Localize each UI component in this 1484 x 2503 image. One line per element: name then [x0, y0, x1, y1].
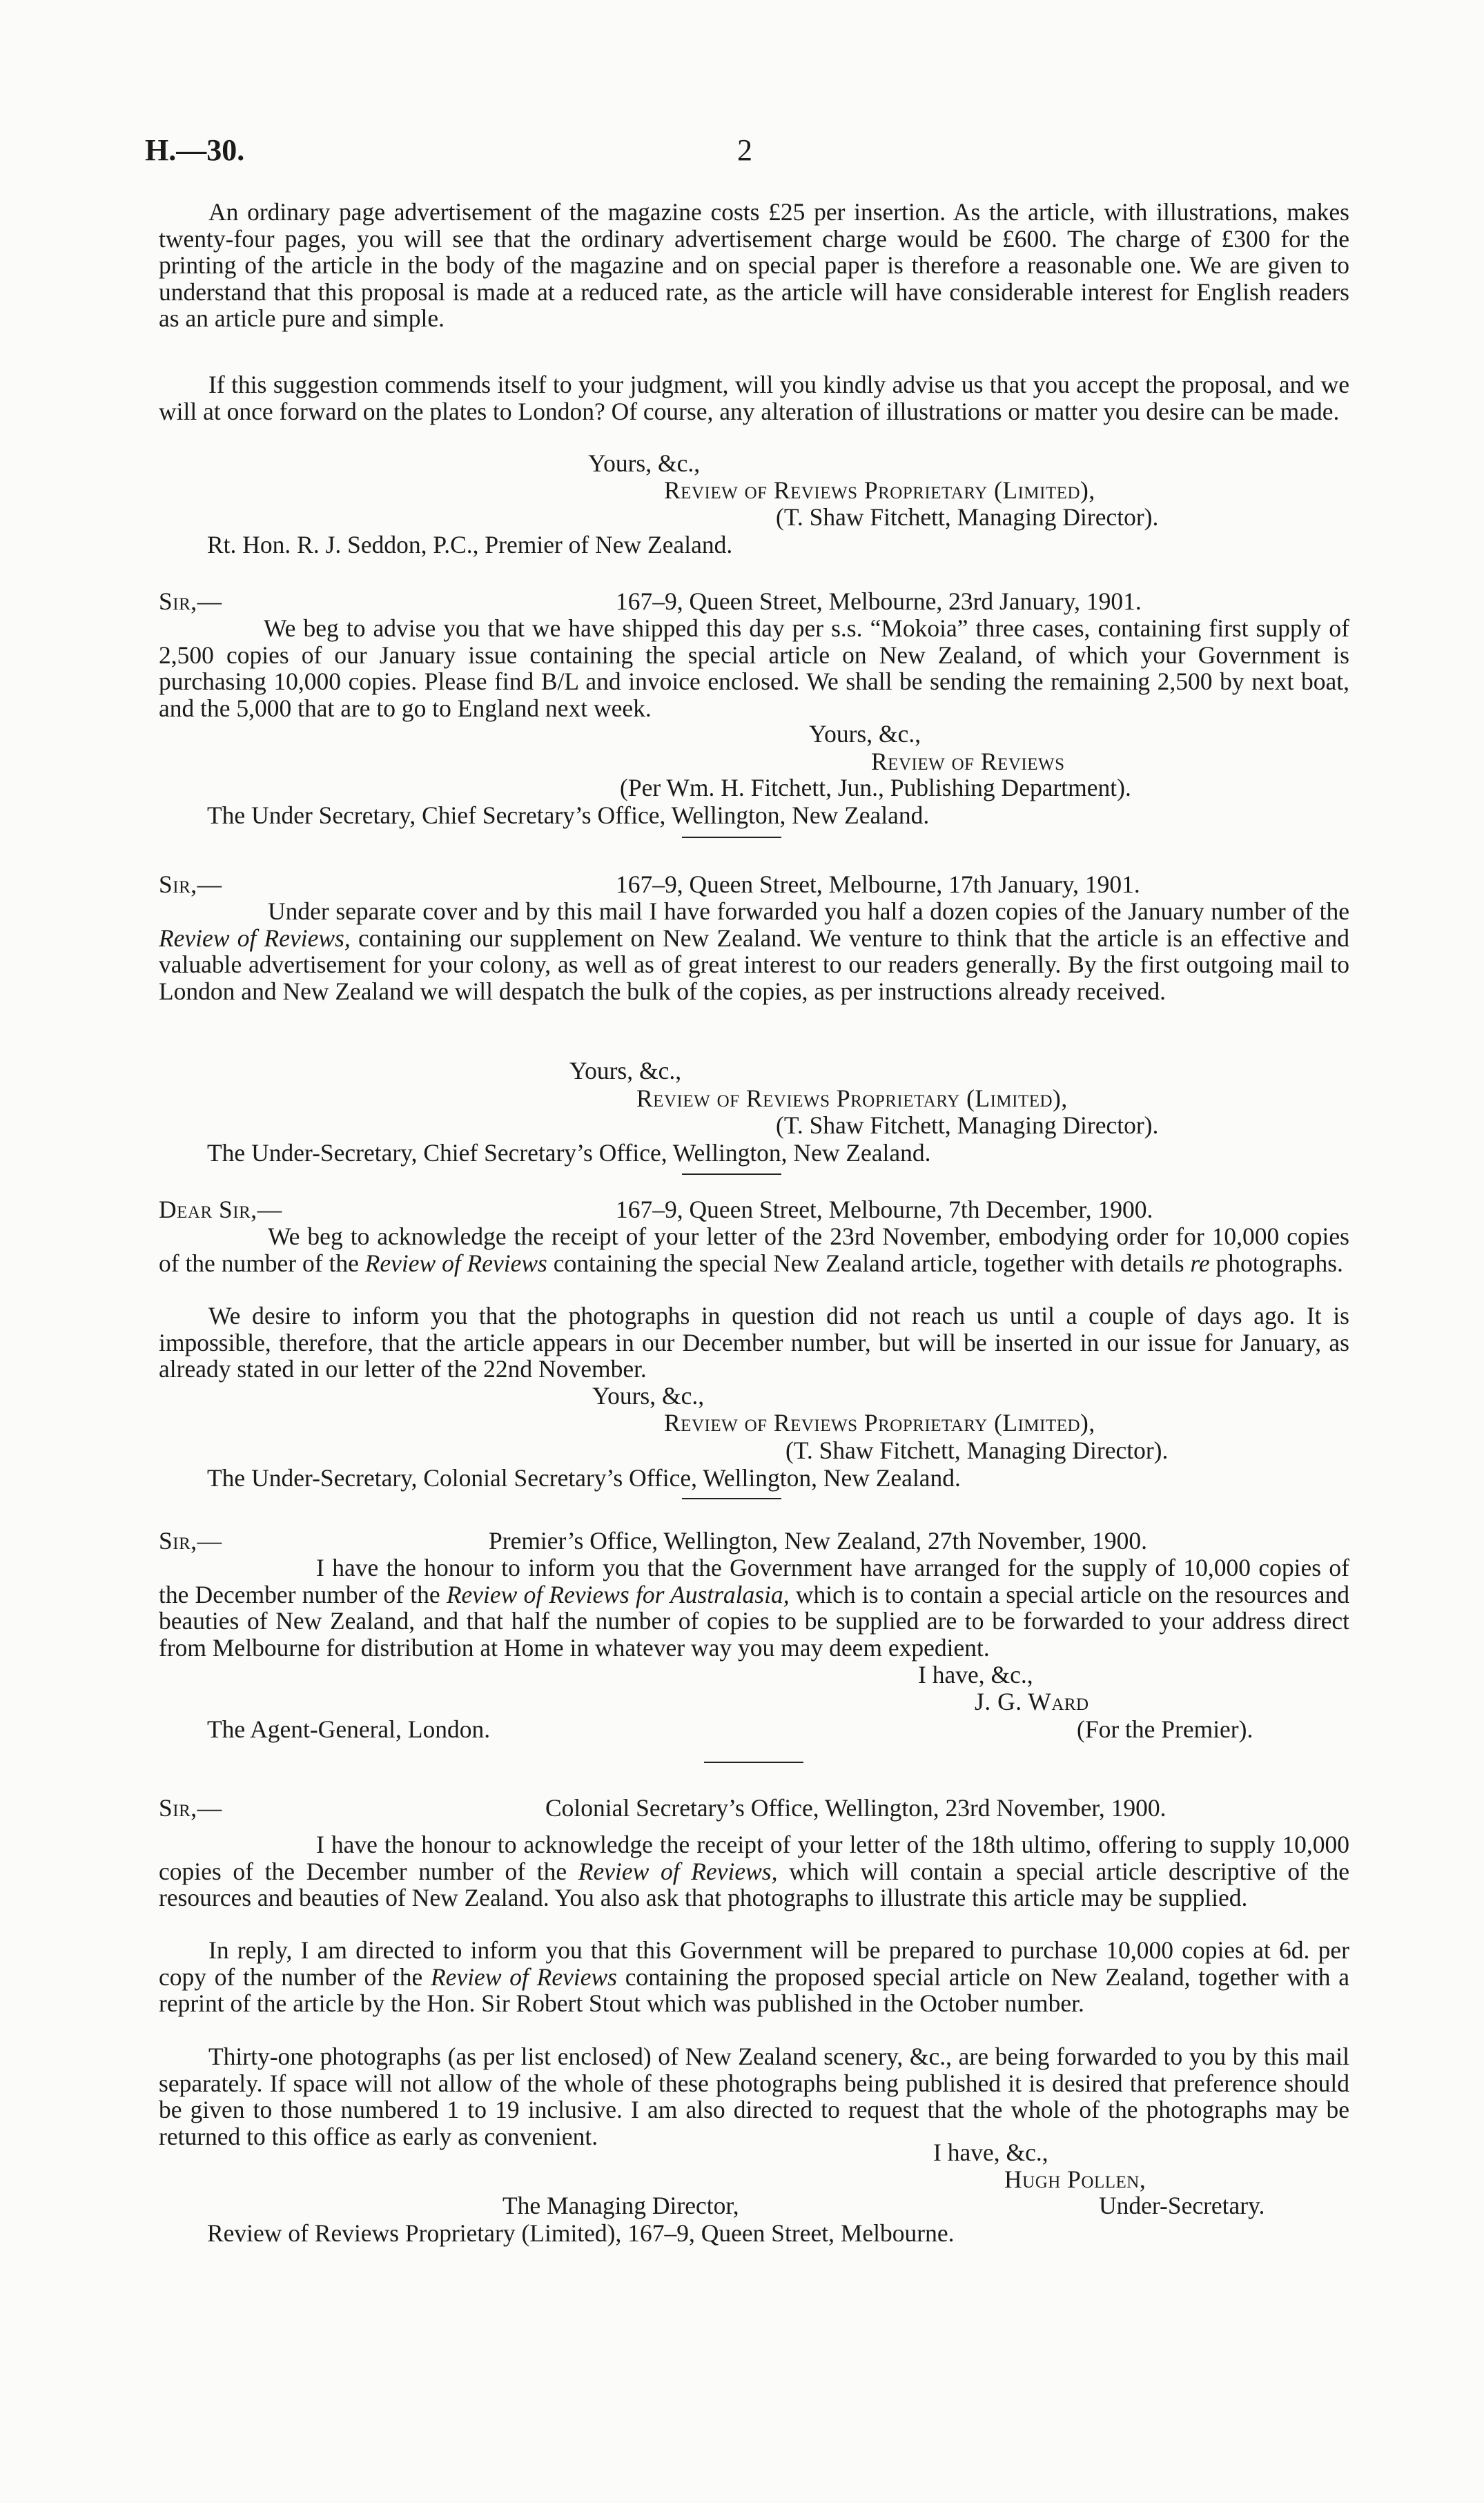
letter-5-closing: I have, &c.,	[918, 1661, 1033, 1688]
letter-3-salutation: Sir,—	[159, 870, 222, 898]
separator-rule	[682, 1498, 781, 1499]
letter-4-signatory-person: (T. Shaw Fitchett, Managing Director).	[785, 1436, 1169, 1464]
letter-6-signatory-role: Under-Secretary.	[1099, 2192, 1265, 2219]
document-reference: H.—30.	[145, 133, 245, 167]
letter-4-signatory-org: Review of Reviews Proprietary (Limited),	[664, 1409, 1095, 1436]
magazine-title: Review of Reviews	[431, 1963, 617, 1991]
letter-6-addressee-line-2: Review of Reviews Proprietary (Limited), 167–9, Queen Street, Melbourne.	[207, 2219, 955, 2247]
letter-6-signatory: Hugh Pollen,	[1004, 2165, 1146, 2193]
page-number: 2	[737, 133, 752, 167]
letter-1-paragraph-1: An ordinary page advertisement of the magazine costs £25 per insertion. As the article, with illustrations, makes twenty-four pages, you will see that the ordinary advertisement charge would be £600. The charge of £300 for the printing of the article in the body of the magazine and on special paper is therefore a reasonable one. We are given to understand that this proposal is made at a reduced rate, as the article will have considerable interest for English readers as an article pure and simple.	[159, 198, 1349, 333]
letter-3-addressee: The Under-Secretary, Chief Secretary’s Office, Wellington, New Zealand.	[207, 1139, 931, 1167]
letter-2-salutation: Sir,—	[159, 587, 222, 615]
letter-5-body: I have the honour to inform you that the Government have arranged for the supply of 10,000 copies of the December number of the Review of Reviews for Australasia, which is to contain a special article on the resources and beauties of New Zealand, and that half the number of copies to be supplied are to be forwarded to your address direct from Melbourne for distribution at Home in whatever way you may deem expedient.	[159, 1554, 1349, 1662]
letter-3-signatory-person: (T. Shaw Fitchett, Managing Director).	[776, 1111, 1159, 1139]
letter-6-dateline: Colonial Secretary’s Office, Wellington, 23rd November, 1900.	[545, 1794, 1166, 1822]
letter-2-body: We beg to advise you that we have shipped this day per s.s. “Mokoia” three cases, containing first supply of 2,500 copies of our January issue containing the special article on New Zealand, of which your Government is purchasing 10,000 copies. Please find B/L and invoice enclosed. We shall be sending the remaining 2,500 by next boat, and the 5,000 that are to go to England next week.	[159, 614, 1349, 722]
magazine-title: Review of Reviews,	[578, 1857, 778, 1885]
letter-5-addressee: The Agent-General, London.	[207, 1715, 491, 1743]
letter-4-addressee: The Under-Secretary, Colonial Secretary’s Office, Wellington, New Zealand.	[207, 1464, 961, 1492]
letter-6-body-paragraph-1: I have the honour to acknowledge the receipt of your letter of the 18th ultimo, offering to supply 10,000 copies of the December number of the Review of Reviews, which will contain a special article descriptive of the resources and beauties of New Zealand. You also ask that photographs to illustrate this article may be supplied.	[159, 1831, 1349, 1912]
letter-2-closing: Yours, &c.,	[809, 720, 921, 748]
letter-3-dateline: 167–9, Queen Street, Melbourne, 17th January, 1901.	[616, 870, 1140, 898]
letter-5-signatory-role: (For the Premier).	[1077, 1715, 1253, 1743]
letter-1-signatory-org: Review of Reviews Proprietary (Limited),	[664, 476, 1095, 504]
separator-rule	[682, 1173, 781, 1175]
letter-6-salutation: Sir,—	[159, 1794, 222, 1822]
letter-1-signatory-person: (T. Shaw Fitchett, Managing Director).	[776, 503, 1159, 531]
letter-5-signatory: J. G. Ward	[975, 1688, 1089, 1715]
letter-4-body-paragraph-1: We beg to acknowledge the receipt of your letter of the 23rd November, embodying order for 10,000 copies of the number of the Review of Reviews containing the special New Zealand article, together with details re photographs.	[159, 1223, 1349, 1277]
letter-4-closing: Yours, &c.,	[592, 1382, 705, 1410]
separator-rule	[704, 1762, 803, 1763]
letter-2-signatory-person: (Per Wm. H. Fitchett, Jun., Publishing Department).	[620, 774, 1131, 801]
letter-1-paragraph-2: If this suggestion commends itself to your judgment, will you kindly advise us that you accept the proposal, and we will at once forward on the plates to London? Of course, any alteration of illustrations or matter you desire can be made.	[159, 371, 1349, 425]
magazine-title: Review of Reviews,	[159, 924, 351, 952]
separator-rule	[682, 837, 781, 838]
letter-2-signatory-org: Review of Reviews	[871, 748, 1065, 775]
letter-6-body-paragraph-3: Thirty-one photographs (as per list enclosed) of New Zealand scenery, &c., are being forwarded to you by this mail separately. If space will not allow of the whole of these photographs being published it is desired that preference should be given to those numbered 1 to 19 inclusive. I am also directed to request that the whole of the photographs may be returned to this office as early as convenient.	[159, 2043, 1349, 2150]
letter-2-dateline: 167–9, Queen Street, Melbourne, 23rd January, 1901.	[616, 587, 1142, 615]
letter-3-body: Under separate cover and by this mail I have forwarded you half a dozen copies of the January number of the Review of Reviews, containing our supplement on New Zealand. We venture to think that the article is an effective and valuable advertisement for your colony, as well as of great interest to our readers generally. By the first outgoing mail to London and New Zealand we will despatch the bulk of the copies, as per instructions already received.	[159, 897, 1349, 1005]
letter-1-addressee: Rt. Hon. R. J. Seddon, P.C., Premier of New Zealand.	[207, 531, 733, 558]
letter-3-closing: Yours, &c.,	[569, 1057, 682, 1084]
letter-5-salutation: Sir,—	[159, 1527, 222, 1555]
letter-1-closing: Yours, &c.,	[588, 449, 701, 477]
letter-4-body-paragraph-2: We desire to inform you that the photographs in question did not reach us until a couple of days ago. It is impossible, therefore, that the article appears in our December number, but will be inserted in our issue for January, as already stated in our letter of the 22nd November.	[159, 1302, 1349, 1383]
letter-6-addressee-line-1: The Managing Director,	[502, 2192, 739, 2219]
magazine-title: Review of Reviews	[364, 1249, 547, 1277]
magazine-title: Review of Reviews for Australasia,	[446, 1580, 790, 1608]
letter-3-signatory-org: Review of Reviews Proprietary (Limited),	[636, 1084, 1068, 1112]
letter-4-dateline: 167–9, Queen Street, Melbourne, 7th December, 1900.	[616, 1196, 1153, 1223]
letter-6-body-paragraph-2: In reply, I am directed to inform you that this Government will be prepared to purchase 10,000 copies at 6d. per copy of the number of the Review of Reviews containing the proposed special article on New Zealand, together with a reprint of the article by the Hon. Sir Robert Stout which was published in the October number.	[159, 1936, 1350, 2018]
letter-6-closing: I have, &c.,	[933, 2139, 1048, 2166]
letter-5-dateline: Premier’s Office, Wellington, New Zealand, 27th November, 1900.	[489, 1527, 1147, 1555]
letter-4-salutation: Dear Sir,—	[159, 1196, 282, 1223]
letter-2-addressee: The Under Secretary, Chief Secretary’s Office, Wellington, New Zealand.	[207, 801, 930, 829]
